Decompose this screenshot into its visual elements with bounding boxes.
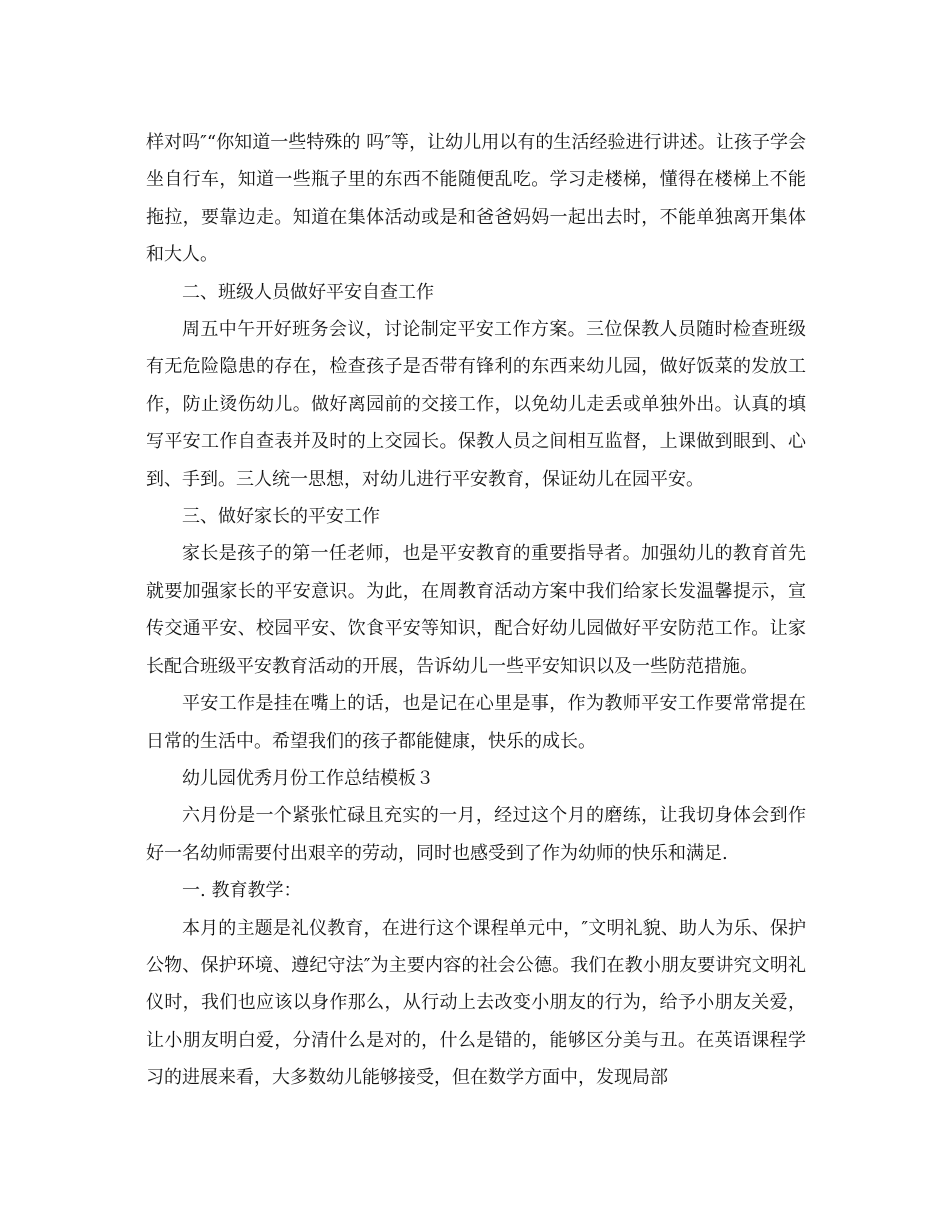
paragraph-class-safety-check: 周五中午开好班务会议，讨论制定平安工作方案。三位保教人员随时检查班级有无危险隐患的存在，检查孩子是否带有锋利的东西来幼儿园，做好饭菜的发放工作，防止烫伤幼儿。做好离园前的交接工作，以免幼儿走丢或单独外出。认真的填写平安工作自查表并及时的上交园长。保教人员之间相互监督，上课做到眼到、心到、手到。三人统一思想，对幼儿进行平安教育，保证幼儿在园平安。 xyxy=(146,319,806,490)
paragraph-continuation: 样对吗″“你知道一些特殊的 吗″等，让幼儿用以有的生活经验进行讲述。让孩子学会坐自行车，知道一些瓶子里的东西不能随便乱吃。学习走楼梯，懂得在楼梯上不能拖拉，要靠边走。知道在集体活动或是和爸爸妈妈一起出去时，不能单独离开集体和大人。 xyxy=(146,132,806,266)
section-heading-teaching: 一. 教育教学： xyxy=(182,880,302,902)
section-heading-class-safety-check: 二、班级人员做好平安自查工作 xyxy=(182,281,434,303)
template-title: 幼儿园优秀月份工作总结模板３ xyxy=(182,767,434,789)
paragraph-june-intro: 六月份是一个紧张忙碌且充实的一月，经过这个月的磨练，让我切身体会到作好一名幼师需要付出艰辛的劳动，同时也感受到了作为幼师的快乐和满足. xyxy=(146,805,806,864)
paragraph-safety-conclusion: 平安工作是挂在嘴上的话，也是记在心里是事，作为教师平安工作要常常提在日常的生活中。希望我们的孩子都能健康，快乐的成长。 xyxy=(146,693,806,752)
paragraph-parent-safety: 家长是孩子的第一任老师，也是平安教育的重要指导者。加强幼儿的教育首先就要加强家长的平安意识。为此，在周教育活动方案中我们给家长发温馨提示，宣传交通平安、校园平安、饮食平安等知识，配合好幼儿园做好平安防范工作。让家长配合班级平安教育活动的开展，告诉幼儿一些平安知识以及一些防范措施。 xyxy=(146,543,806,677)
section-heading-parent-safety: 三、做好家长的平安工作 xyxy=(182,506,380,528)
document-body xyxy=(146,124,806,1097)
paragraph-etiquette-education: 本月的主题是礼仪教育，在进行这个课程单元中，″文明礼貌、助人为乐、保护公物、保护环境、遵纪守法″为主要内容的社会公德。我们在教小朋友要讲究文明礼仪时，我们也应该以身作那么，从行动上去改变小朋友的行为，给予小朋友关爱，让小朋友明白爱，分清什么是对的，什么是错的，能够区分美与丑。在英语课程学习的进展来看，大多数幼儿能够接受，但在数学方面中，发现局部 xyxy=(146,917,806,1089)
